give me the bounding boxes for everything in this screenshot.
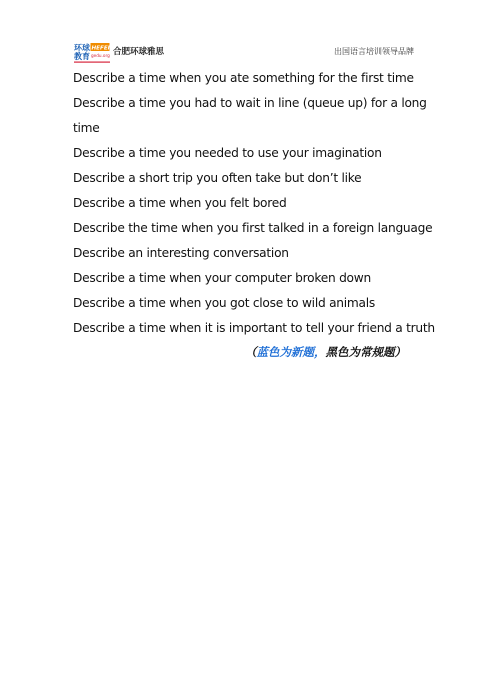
topic-list xyxy=(73,66,435,341)
legend-close-paren: ） xyxy=(394,345,406,359)
topic-line: Describe a time when you ate something for the first time xyxy=(73,71,414,85)
logo-text: 合肥环球雅思 xyxy=(113,47,165,57)
legend-new-topics: 蓝色为新题， xyxy=(256,345,326,359)
topic-line: Describe the time when you first talked in a foreign language xyxy=(73,221,433,235)
topic-line: Describe an interesting conversation xyxy=(73,246,289,260)
logo-mark-line2: 教育 xyxy=(74,52,90,61)
topic-line: Describe a time you needed to use your imagination xyxy=(73,146,382,160)
topic-line: Describe a time when you got close to wild animals xyxy=(73,296,375,310)
logo-mark-icon xyxy=(74,42,110,64)
logo-mark-url: gedu.org xyxy=(91,53,110,58)
topic-line: Describe a short trip you often take but don’t like xyxy=(73,171,362,185)
legend-open-paren: （ xyxy=(245,345,257,359)
topic-line: Describe a time when it is important to tell your friend a truth xyxy=(73,321,435,335)
color-legend xyxy=(245,344,406,360)
topic-line: Describe a time when you felt bored xyxy=(73,196,287,210)
page-header xyxy=(74,40,414,66)
topic-line: Describe a time you had to wait in line (queue up) for a long xyxy=(73,96,427,110)
logo-mark-tag: HEFEI xyxy=(91,45,110,52)
topic-line: Describe a time when your computer broken down xyxy=(73,271,371,285)
logo-mark-line1: 环球 xyxy=(74,43,90,53)
brand-logo xyxy=(74,42,174,64)
legend-regular-topics: 黑色为常规题 xyxy=(325,345,395,359)
header-tagline: 出国语言培训领导品牌 xyxy=(334,47,414,56)
topic-line: time xyxy=(73,121,100,135)
